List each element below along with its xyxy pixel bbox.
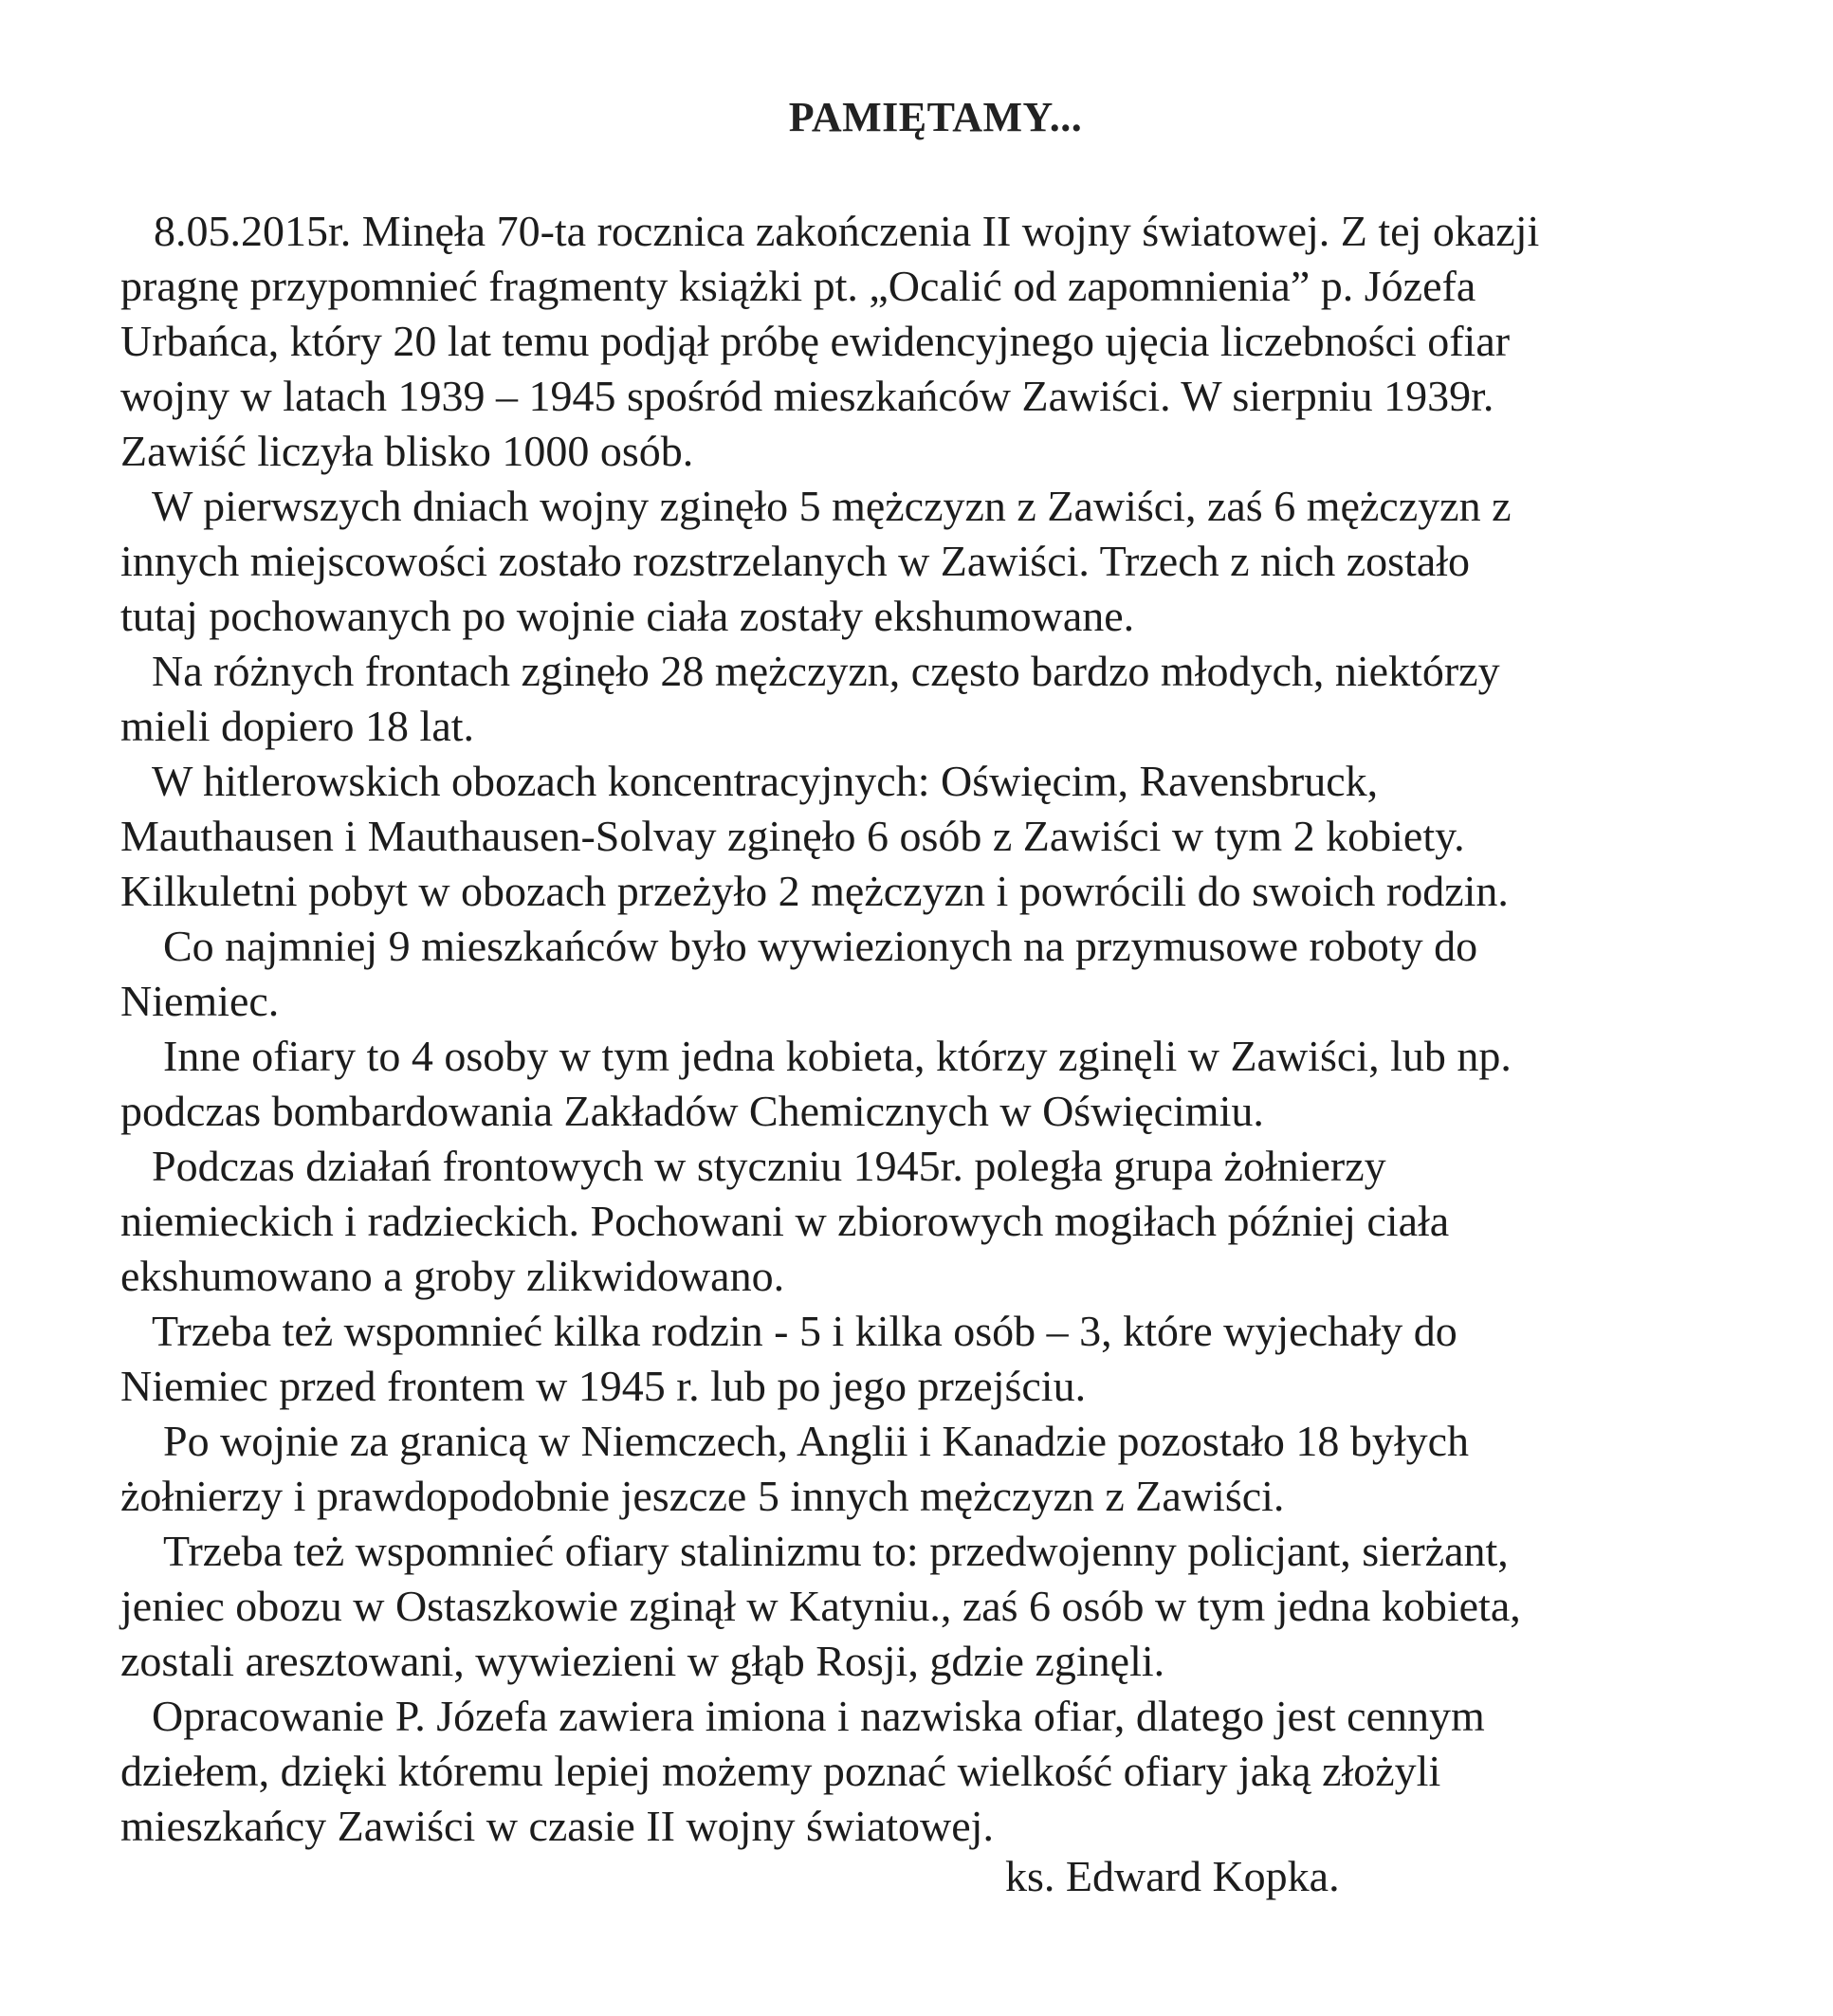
text-line: Co najmniej 9 mieszkańców było wywiezionych na przymusowe roboty do <box>163 922 1478 970</box>
text-line: podczas bombardowania Zakładów Chemicznych w Oświęcimiu. <box>120 1087 1264 1135</box>
text-line: Niemiec przed frontem w 1945 r. lub po jego przejściu. <box>120 1362 1087 1410</box>
text-line: 8.05.2015r. Minęła 70-ta rocznica zakończenia II wojny światowej. Z tej okazji <box>154 207 1540 255</box>
text-line: innych miejscowości zostało rozstrzelanych w Zawiści. Trzech z nich zostało <box>120 537 1471 585</box>
text-line: jeniec obozu w Ostaszkowie zginął w Katyniu., zaś 6 osób w tym jedna kobieta, <box>120 1582 1521 1630</box>
text-line: Urbańca, który 20 lat temu podjął próbę ewidencyjnego ujęcia liczebności ofiar <box>120 317 1511 365</box>
text-line: Podczas działań frontowych w styczniu 1945r. poległa grupa żołnierzy <box>152 1142 1386 1190</box>
text-line: Na różnych frontach zginęło 28 mężczyzn, często bardzo młodych, niektórzy <box>152 647 1500 695</box>
text-line: dziełem, dzięki któremu lepiej możemy poznać wielkość ofiary jaką złożyli <box>120 1747 1441 1795</box>
text-line: Trzeba też wspomnieć ofiary stalinizmu to: przedwojenny policjant, sierżant, <box>163 1527 1509 1575</box>
text-line: żołnierzy i prawdopodobnie jeszcze 5 innych mężczyzn z Zawiści. <box>120 1472 1285 1520</box>
text-line: Opracowanie P. Józefa zawiera imiona i nazwiska ofiar, dlatego jest cennym <box>152 1692 1485 1740</box>
text-line: tutaj pochowanych po wojnie ciała zostały ekshumowane. <box>120 592 1135 640</box>
text-line: W hitlerowskich obozach koncentracyjnych: Oświęcim, Ravensbruck, <box>152 757 1379 805</box>
text-line: wojny w latach 1939 – 1945 spośród mieszkańców Zawiści. W sierpniu 1939r. <box>120 372 1494 420</box>
text-line: mieli dopiero 18 lat. <box>120 702 475 750</box>
text-line: W pierwszych dniach wojny zginęło 5 mężczyzn z Zawiści, zaś 6 mężczyzn z <box>152 482 1512 530</box>
text-line: ekshumowano a groby zlikwidowano. <box>120 1252 785 1300</box>
text-line: Po wojnie za granicą w Niemczech, Anglii i Kanadzie pozostało 18 byłych <box>163 1417 1470 1465</box>
text-line: Zawiść liczyła blisko 1000 osób. <box>120 427 694 475</box>
text-line: pragnę przypomnieć fragmenty książki pt. „Ocalić od zapomnienia” p. Józefa <box>120 262 1476 310</box>
text-line: Niemiec. <box>120 977 280 1025</box>
signature: ks. Edward Kopka. <box>1005 1852 1340 1900</box>
text-line: Trzeba też wspomnieć kilka rodzin - 5 i kilka osób – 3, które wyjechały do <box>152 1307 1457 1355</box>
text-line: mieszkańcy Zawiści w czasie II wojny światowej. <box>120 1802 994 1850</box>
text-line: zostali aresztowani, wywiezieni w głąb Rosji, gdzie zginęli. <box>120 1637 1165 1685</box>
text-line: Mauthausen i Mauthausen-Solvay zginęło 6 osób z Zawiści w tym 2 kobiety. <box>120 812 1465 860</box>
document-title: PAMIĘTAMY... <box>788 94 1083 140</box>
text-line: Kilkuletni pobyt w obozach przeżyło 2 mężczyzn i powrócili do swoich rodzin. <box>120 867 1509 915</box>
text-line: Inne ofiary to 4 osoby w tym jedna kobieta, którzy zginęli w Zawiści, lub np. <box>163 1032 1512 1080</box>
text-line: niemieckich i radzieckich. Pochowani w zbiorowych mogiłach później ciała <box>120 1197 1450 1245</box>
